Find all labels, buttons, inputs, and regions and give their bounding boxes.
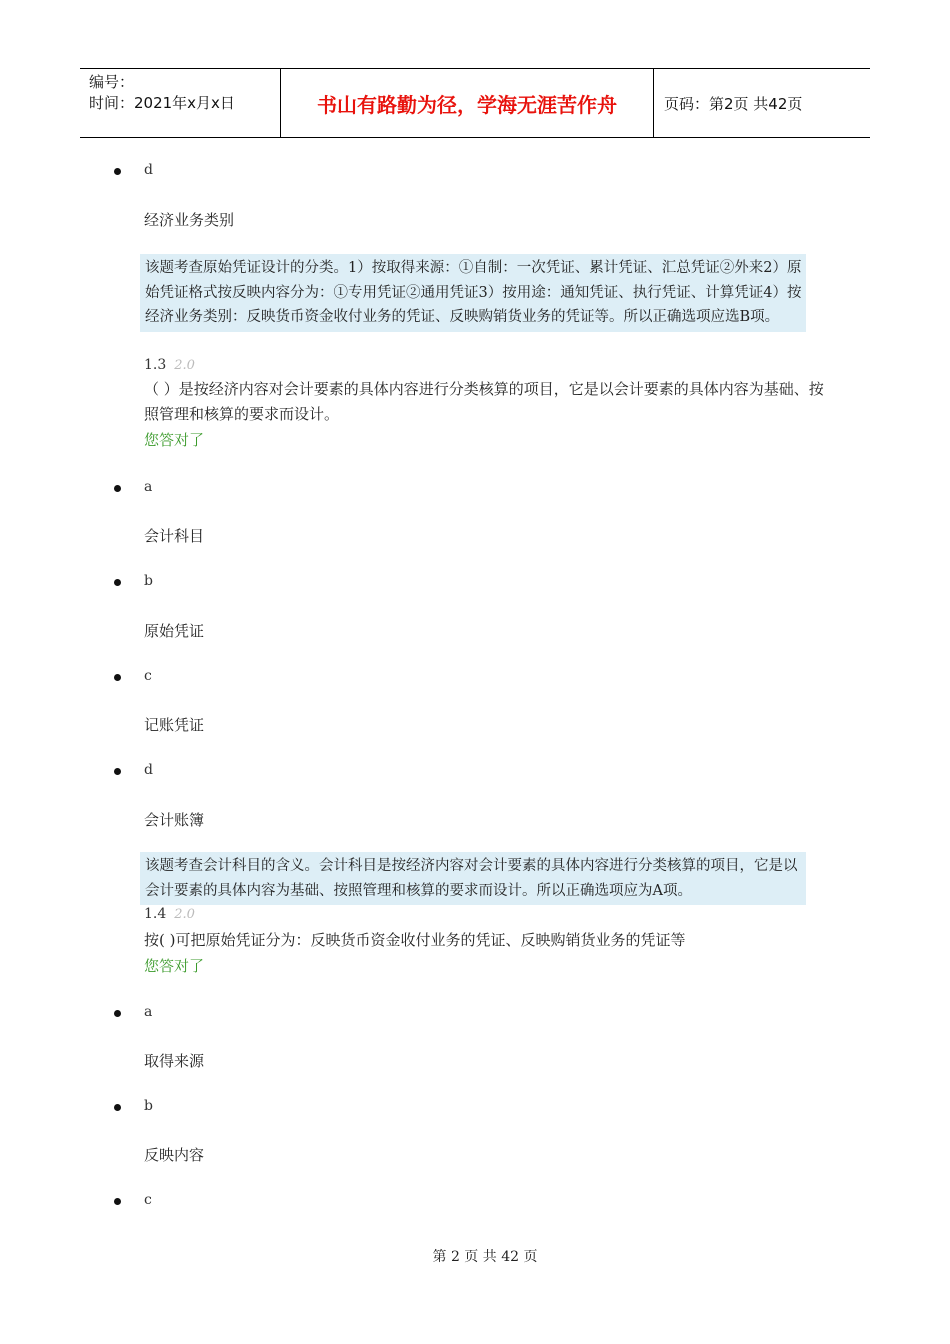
bullet-icon [114,168,121,175]
time-label: 时间：2021年x月x日 [89,94,235,112]
option-letter-d[interactable]: d [144,762,153,778]
option-text-c: 记账凭证 [144,716,205,734]
explanation-box: 该题考查原始凭证设计的分类。1）按取得来源：①自制：一次凭证、累计凭证、汇总凭证②外来2）原始凭证格式按反映内容分为：①专用凭证②通用凭证3）按用途：通知凭证、执行凭证、计算凭证4）按经济业务类别：反映货币资金收付业务的凭证、反映购销货业务的凭证等。所以正确选项应选B项。 [140,254,806,332]
header-meta [80,69,281,137]
number-label: 编号： [89,73,135,91]
question-number [144,357,195,373]
option-letter-a[interactable]: a [144,479,153,495]
question-score: 2.0 [174,907,195,922]
option-text: 经济业务类别 [144,211,235,229]
bullet-icon [114,1198,121,1205]
option-letter-c[interactable]: c [144,1192,152,1208]
option-letter-a[interactable]: a [144,1004,153,1020]
option-letter-b[interactable]: b [144,573,153,589]
bullet-icon [114,485,121,492]
question-number-text: 1.3 [144,357,167,373]
question-number-text: 1.4 [144,906,167,922]
option-text-b: 反映内容 [144,1146,205,1164]
option-letter-c[interactable]: c [144,668,152,684]
explanation-box: 该题考查会计科目的含义。会计科目是按经济内容对会计要素的具体内容进行分类核算的项目，它是以会计要素的具体内容为基础、按照管理和核算的要求而设计。所以正确选项应为A项。 [140,852,806,905]
bullet-icon [114,674,121,681]
option-letter[interactable]: d [144,162,153,178]
bullet-icon [114,1010,121,1017]
option-text-a: 会计科目 [144,527,205,545]
answer-result: 您答对了 [144,431,205,449]
header-motto: 书山有路勤为径，学海无涯苦作舟 [281,69,654,137]
bullet-icon [114,768,121,775]
question-score: 2.0 [174,358,195,373]
question-number [144,906,195,922]
option-text-b: 原始凭证 [144,622,205,640]
option-text-a: 取得来源 [144,1052,205,1070]
question-text: （ ）是按经济内容对会计要素的具体内容进行分类核算的项目，它是以会计要素的具体内容为基础、按照管理和核算的要求而设计。 [144,380,824,423]
bullet-icon [114,1104,121,1111]
question-text: 按( )可把原始凭证分为：反映货币资金收付业务的凭证、反映购销货业务的凭证等 [144,931,686,949]
option-text-d: 会计账簿 [144,811,205,829]
option-letter-b[interactable]: b [144,1098,153,1114]
page-indicator: 页码：第2页 共42页 [664,94,803,113]
bullet-icon [114,579,121,586]
answer-result: 您答对了 [144,957,205,975]
page-footer: 第 2 页 共 42 页 [432,1249,538,1265]
page-header [80,68,870,138]
